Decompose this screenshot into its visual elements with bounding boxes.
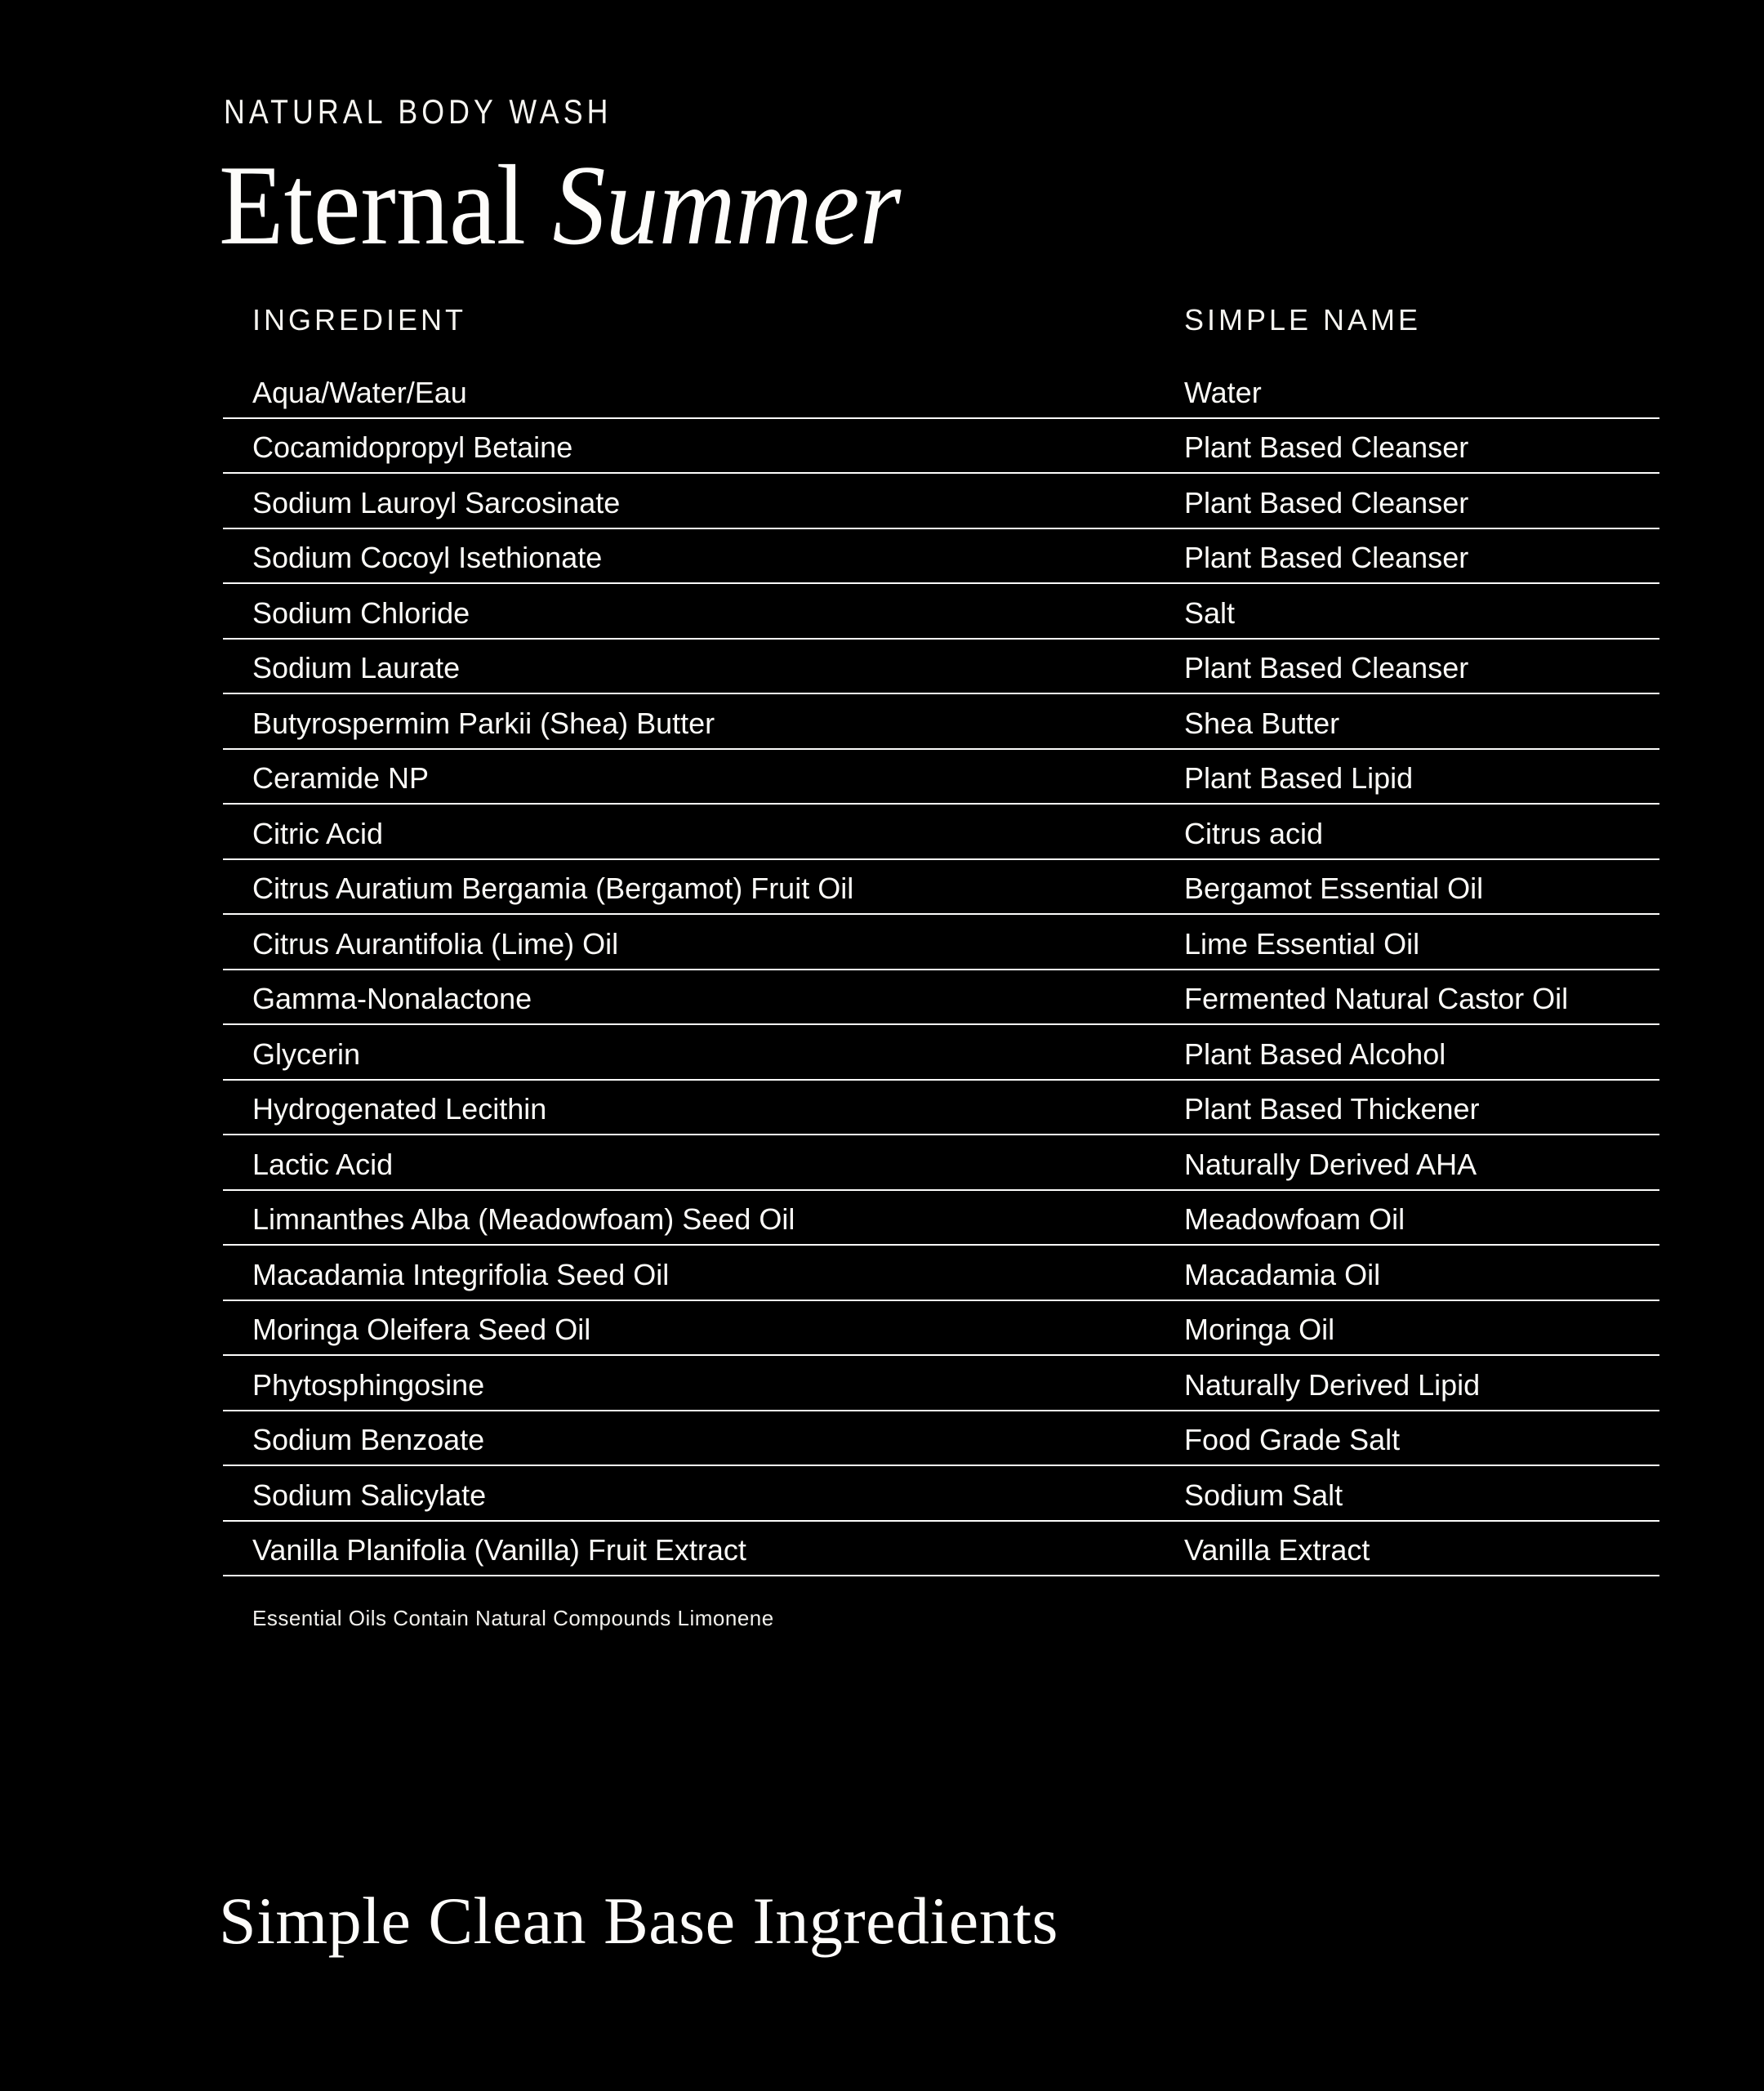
simple-name-cell: Plant Based Lipid	[1184, 761, 1414, 795]
ingredient-table-rows	[223, 363, 1659, 1576]
simple-name-cell: Naturally Derived Lipid	[1184, 1367, 1481, 1402]
ingredient-name-cell: Aqua/Water/Eau	[252, 375, 467, 409]
simple-name-cell: Meadowfoam Oil	[1184, 1202, 1405, 1236]
ingredient-name-cell: Limnanthes Alba (Meadowfoam) Seed Oil	[252, 1202, 795, 1236]
footer-title: Simple Clean Base Ingredients	[219, 1884, 1058, 1958]
simple-name-cell: Bergamot Essential Oil	[1184, 872, 1484, 905]
table-row	[223, 750, 1659, 805]
ingredient-name-cell: Hydrogenated Lecithin	[252, 1092, 547, 1126]
table-row	[223, 1356, 1659, 1411]
table-row	[223, 1081, 1659, 1136]
table-row	[223, 805, 1659, 860]
simple-name-cell: Sodium Salt	[1184, 1478, 1343, 1512]
ingredient-name-cell: Ceramide NP	[252, 761, 430, 795]
ingredients-footnote: Essential Oils Contain Natural Compounds Limonene	[252, 1606, 774, 1630]
column-header-simple-name: SIMPLE NAME	[1184, 303, 1422, 337]
simple-name-cell: Salt	[1184, 595, 1236, 630]
simple-name-cell: Fermented Natural Castor Oil	[1184, 982, 1569, 1015]
simple-name-cell: Plant Based Cleanser	[1184, 485, 1469, 519]
simple-name-cell: Water	[1184, 375, 1262, 409]
table-row	[223, 1025, 1659, 1081]
ingredient-name-cell: Lactic Acid	[252, 1147, 394, 1181]
simple-name-cell: Shea Butter	[1184, 706, 1340, 740]
ingredient-name-cell: Sodium Cocoyl Isethionate	[252, 541, 603, 574]
product-title-regular: Eternal	[219, 142, 526, 269]
simple-name-cell: Naturally Derived AHA	[1184, 1147, 1477, 1181]
ingredient-name-cell: Gamma-Nonalactone	[252, 982, 532, 1015]
product-title	[219, 142, 902, 269]
table-row	[223, 1246, 1659, 1301]
table-row	[223, 694, 1659, 750]
ingredient-name-cell: Sodium Lauroyl Sarcosinate	[252, 485, 621, 519]
ingredient-name-cell: Glycerin	[252, 1037, 361, 1071]
table-row	[223, 474, 1659, 529]
ingredient-name-cell: Sodium Chloride	[252, 595, 470, 630]
table-row	[223, 529, 1659, 585]
ingredient-name-cell: Moringa Oleifera Seed Oil	[252, 1313, 591, 1346]
ingredient-name-cell: Butyrospermim Parkii (Shea) Butter	[252, 706, 715, 740]
simple-name-cell: Macadamia Oil	[1184, 1257, 1381, 1291]
product-title-space	[526, 142, 553, 269]
table-row	[223, 970, 1659, 1026]
column-header-ingredient: INGREDIENT	[252, 303, 467, 337]
table-row	[223, 584, 1659, 640]
ingredient-name-cell: Sodium Laurate	[252, 651, 461, 684]
simple-name-cell: Citrus acid	[1184, 816, 1324, 850]
ingredient-name-cell: Cocamidopropyl Betaine	[252, 430, 573, 464]
table-row	[223, 1522, 1659, 1577]
ingredient-name-cell: Citric Acid	[252, 816, 384, 850]
ingredient-name-cell: Vanilla Planifolia (Vanilla) Fruit Extract	[252, 1533, 746, 1567]
table-row	[223, 1301, 1659, 1357]
table-row	[223, 860, 1659, 916]
ingredient-name-cell: Sodium Benzoate	[252, 1423, 485, 1456]
ingredient-name-cell: Citrus Auratium Bergamia (Bergamot) Fruit Oil	[252, 872, 854, 905]
table-column-headers	[223, 305, 1659, 338]
product-title-italic: Summer	[552, 142, 902, 269]
table-row	[223, 640, 1659, 695]
table-row	[223, 1466, 1659, 1522]
table-row	[223, 363, 1659, 419]
table-row	[223, 915, 1659, 970]
simple-name-cell: Plant Based Cleanser	[1184, 651, 1469, 684]
ingredient-name-cell: Phytosphingosine	[252, 1367, 485, 1402]
table-row	[223, 1411, 1659, 1467]
table-row	[223, 1135, 1659, 1191]
simple-name-cell: Plant Based Cleanser	[1184, 430, 1469, 464]
simple-name-cell: Vanilla Extract	[1184, 1533, 1370, 1567]
simple-name-cell: Plant Based Alcohol	[1184, 1037, 1446, 1071]
ingredient-name-cell: Macadamia Integrifolia Seed Oil	[252, 1257, 670, 1291]
simple-name-cell: Food Grade Salt	[1184, 1423, 1401, 1456]
ingredient-name-cell: Citrus Aurantifolia (Lime) Oil	[252, 926, 619, 961]
simple-name-cell: Plant Based Cleanser	[1184, 541, 1469, 574]
simple-name-cell: Moringa Oil	[1184, 1313, 1335, 1346]
table-row	[223, 1191, 1659, 1246]
product-category-eyebrow: NATURAL BODY WASH	[224, 92, 612, 131]
table-row	[223, 419, 1659, 475]
ingredient-name-cell: Sodium Salicylate	[252, 1478, 487, 1512]
simple-name-cell: Plant Based Thickener	[1184, 1092, 1480, 1126]
simple-name-cell: Lime Essential Oil	[1184, 926, 1420, 961]
